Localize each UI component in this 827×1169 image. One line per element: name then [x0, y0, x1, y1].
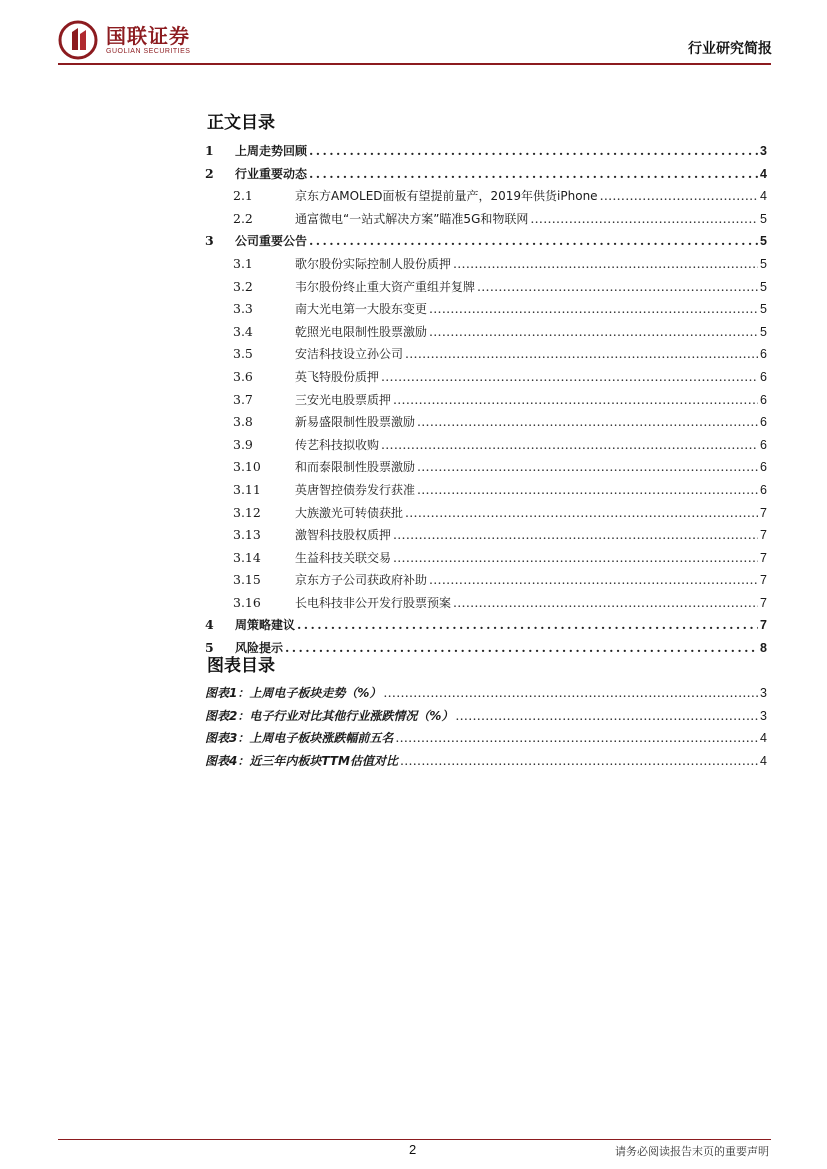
toc-entry-title: 公司重要公告 — [235, 234, 308, 249]
toc-entry-number: 3.16 — [233, 594, 261, 610]
toc-entry-page: 6 — [760, 460, 767, 475]
dot-leader — [393, 392, 758, 407]
toc-entry[interactable] — [205, 255, 767, 278]
dot-leader — [393, 527, 758, 542]
toc-entry-number: 3.15 — [233, 572, 261, 588]
toc-entry-number: 3.6 — [233, 368, 253, 384]
toc-entry-page: 8 — [760, 641, 767, 656]
toc-entry-number: 3.13 — [233, 527, 261, 543]
figure-entry-title: 图表1：上周电子板块走势（%） — [205, 686, 382, 700]
toc-entry-number: 3.10 — [233, 459, 261, 475]
toc-entry[interactable] — [205, 391, 767, 414]
dot-leader — [381, 437, 758, 452]
toc-entry-page: 6 — [760, 347, 767, 362]
logo-english-name: GUOLIAN SECURITIES — [106, 47, 191, 55]
toc-entry-title: 长电科技非公开发行股票预案 — [295, 595, 452, 610]
toc-entry[interactable] — [205, 639, 767, 662]
toc-entry-page: 7 — [760, 550, 767, 565]
report-type-label: 行业研究简报 — [688, 41, 772, 57]
toc-entry-page: 3 — [760, 144, 767, 158]
toc-entry-page: 5 — [760, 302, 767, 317]
figure-entry-page: 3 — [760, 708, 767, 723]
toc-entry-number: 3.9 — [233, 436, 253, 452]
dot-leader — [393, 550, 758, 565]
toc-entry-title: 乾照光电限制性股票激励 — [295, 324, 428, 339]
toc-entry[interactable] — [205, 232, 767, 255]
toc-entry-page: 4 — [760, 166, 767, 181]
toc-entry[interactable] — [205, 142, 767, 165]
toc-entry-page: 5 — [760, 211, 767, 226]
toc-entry[interactable] — [205, 165, 767, 188]
figure-entry-title: 图表3：上周电子板块涨跌幅前五名 — [205, 731, 394, 746]
figure-entry-title: 图表2：电子行业对比其他行业涨跌情况（%） — [205, 708, 454, 723]
figure-entry[interactable] — [205, 707, 767, 730]
dot-leader — [309, 166, 758, 181]
dot-leader — [383, 685, 758, 700]
dot-leader — [417, 459, 758, 474]
toc-entry-number: 3.3 — [233, 301, 253, 317]
dot-leader — [285, 640, 758, 655]
toc-entry-page: 4 — [760, 189, 767, 204]
figure-list-heading: 图表目录 — [207, 656, 275, 676]
dot-leader — [381, 369, 758, 384]
toc-entry-number: 3.1 — [233, 255, 253, 271]
toc-entry-title: 激智科技股权质押 — [295, 528, 392, 543]
dot-leader — [417, 414, 758, 429]
figure-entry[interactable] — [205, 729, 767, 752]
dot-leader — [405, 346, 758, 361]
toc-entry-title: 安洁科技设立孙公司 — [295, 347, 404, 362]
toc-entry[interactable] — [205, 481, 767, 504]
toc-entry-number: 3.2 — [233, 278, 253, 294]
dot-leader — [309, 233, 758, 248]
toc-entry-page: 5 — [760, 256, 767, 271]
toc-entry-page: 6 — [760, 415, 767, 430]
toc-entry-title: 京东方AMOLED面板有望提前量产，2019年供货iPhone — [295, 189, 598, 204]
dot-leader — [453, 595, 758, 610]
toc-entry-title: 通富微电“一站式解决方案”瞄准5G和物联网 — [295, 211, 529, 226]
toc-entry-title: 韦尔股份终止重大资产重组并复牌 — [295, 279, 476, 294]
toc-entry-page: 7 — [760, 595, 767, 610]
toc-entry[interactable] — [205, 436, 767, 459]
company-logo — [58, 20, 190, 60]
page-number: 2 — [409, 1142, 417, 1157]
figure-entry-page: 4 — [760, 753, 767, 768]
toc-entry-number: 3.11 — [233, 481, 261, 497]
logo-mark-icon — [58, 20, 98, 60]
toc-entry-page: 6 — [760, 482, 767, 497]
figure-entry[interactable] — [205, 752, 767, 775]
toc-entry-title: 三安光电股票质押 — [295, 392, 392, 407]
toc-entry-page: 6 — [760, 369, 767, 384]
toc-entry-title: 生益科技关联交易 — [295, 550, 392, 565]
toc-entry-title: 新易盛限制性股票激励 — [295, 415, 416, 430]
figure-entry-title: 图表4：近三年内板块TTM估值对比 — [205, 753, 398, 768]
toc-entry-page: 7 — [760, 528, 767, 543]
toc-entry[interactable] — [205, 323, 767, 346]
dot-leader — [400, 753, 758, 768]
toc-entry-page: 7 — [760, 618, 767, 633]
toc-entry[interactable] — [205, 187, 767, 210]
toc-entry-title: 传艺科技拟收购 — [295, 437, 380, 452]
toc-entry[interactable] — [205, 616, 767, 639]
toc-entry[interactable] — [205, 300, 767, 323]
toc-entry-title: 上周走势回顾 — [235, 144, 308, 158]
header-divider — [58, 63, 771, 65]
toc-entry-page: 7 — [760, 573, 767, 588]
toc-entry-number: 2 — [205, 165, 214, 181]
toc-entry[interactable] — [205, 549, 767, 572]
toc-entry-page: 5 — [760, 279, 767, 294]
figure-list — [205, 684, 767, 774]
dot-leader — [429, 324, 758, 339]
toc-entry[interactable] — [205, 458, 767, 481]
dot-leader — [477, 279, 758, 294]
page-header — [0, 0, 827, 66]
toc-entry-title: 行业重要动态 — [235, 166, 308, 181]
toc-entry-title: 风险提示 — [235, 641, 284, 656]
toc-entry-number: 3.7 — [233, 391, 253, 407]
figure-entry-page: 3 — [760, 686, 767, 700]
disclaimer-text: 请务必阅读报告末页的重要声明 — [615, 1145, 769, 1158]
toc-entry-title: 歌尔股份实际控制人股份质押 — [295, 256, 452, 271]
dot-leader — [417, 482, 758, 497]
toc-entry-title: 大族激光可转债获批 — [295, 505, 404, 520]
dot-leader — [395, 730, 758, 745]
toc-entry-number: 3.5 — [233, 346, 253, 362]
toc-entry-page: 7 — [760, 505, 767, 520]
toc-entry-page: 6 — [760, 437, 767, 452]
dot-leader — [309, 143, 758, 158]
toc-entry-number: 2.1 — [233, 188, 253, 204]
toc-entry[interactable] — [205, 504, 767, 527]
footer-divider — [58, 1139, 771, 1140]
dot-leader — [600, 188, 758, 203]
toc-heading: 正文目录 — [207, 113, 275, 133]
toc-entry-page: 5 — [760, 234, 767, 249]
toc-entry-number: 3.8 — [233, 414, 253, 430]
dot-leader — [453, 256, 758, 271]
toc-entry-title: 京东方子公司获政府补助 — [295, 573, 428, 588]
toc-entry-number: 1 — [205, 143, 214, 158]
toc-entry[interactable] — [205, 413, 767, 436]
dot-leader — [429, 572, 758, 587]
toc-entry-number: 3 — [205, 233, 214, 249]
table-of-contents — [205, 142, 767, 662]
toc-entry-page: 5 — [760, 324, 767, 339]
toc-entry[interactable] — [205, 278, 767, 301]
dot-leader — [405, 505, 758, 520]
toc-entry[interactable] — [205, 526, 767, 549]
dot-leader — [429, 301, 758, 316]
toc-entry[interactable] — [205, 571, 767, 594]
toc-entry-title: 南大光电第一大股东变更 — [295, 302, 428, 317]
toc-entry-title: 和而泰限制性股票激励 — [295, 460, 416, 475]
toc-entry-number: 5 — [205, 640, 214, 656]
toc-entry-number: 3.12 — [233, 504, 261, 520]
figure-entry[interactable] — [205, 684, 767, 707]
toc-entry-title: 英飞特股份质押 — [295, 369, 380, 384]
toc-entry-page: 6 — [760, 392, 767, 407]
toc-entry[interactable] — [205, 368, 767, 391]
toc-entry-number: 3.14 — [233, 549, 261, 565]
toc-entry-number: 2.2 — [233, 210, 253, 226]
toc-entry-title: 周策略建议 — [235, 618, 296, 633]
toc-entry[interactable] — [205, 594, 767, 617]
dot-leader — [455, 708, 758, 723]
toc-entry[interactable] — [205, 345, 767, 368]
dot-leader — [530, 211, 758, 226]
dot-leader — [297, 617, 758, 632]
toc-entry-title: 英唐智控债券发行获准 — [295, 482, 416, 497]
logo-chinese-name: 国联证券 — [106, 23, 190, 48]
toc-entry-number: 3.4 — [233, 323, 253, 339]
figure-entry-page: 4 — [760, 731, 767, 746]
toc-entry-number: 4 — [205, 617, 214, 633]
toc-entry[interactable] — [205, 210, 767, 233]
